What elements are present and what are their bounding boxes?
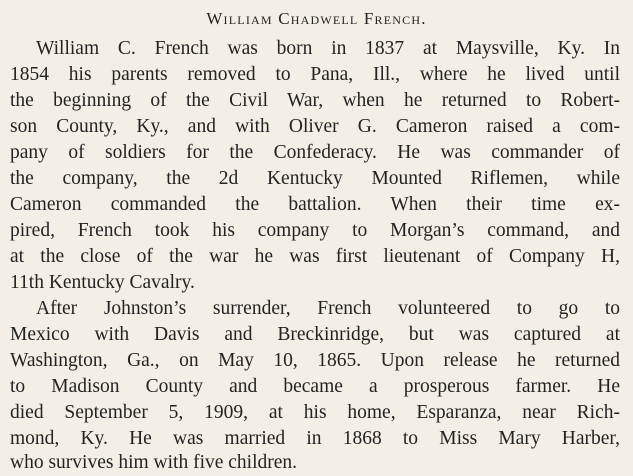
text-line: died September 5, 1909, at his home, Esparanza, near Rich- [10, 402, 620, 423]
text-line: the company, the 2d Kentucky Mounted Riflemen, while [10, 168, 620, 189]
text-line: Cameron commanded the battalion. When their time ex- [10, 194, 620, 215]
text-line: son County, Ky., and with Oliver G. Cameron raised a com- [10, 116, 620, 137]
text-line: at the close of the war he was first lieutenant of Company H, [10, 246, 620, 267]
text-line: who survives him with five children. [10, 452, 298, 473]
text-line: Washington, Ga., on May 10, 1865. Upon release he returned [10, 350, 620, 371]
text-line: Mexico with Davis and Breckinridge, but was captured at [10, 324, 620, 345]
text-line: pany of soldiers for the Confederacy. He was commander of [10, 142, 620, 163]
text-line: After Johnston’s surrender, French volunteered to go to [36, 298, 620, 319]
text-line: mond, Ky. He was married in 1868 to Miss Mary Harber, [10, 428, 620, 449]
text-line: 11th Kentucky Cavalry. [10, 272, 195, 293]
text-line: the beginning of the Civil War, when he returned to Robert- [10, 90, 620, 111]
text-line: to Madison County and became a prosperous farmer. He [10, 376, 620, 397]
page-title: William Chadwell French. [206, 9, 427, 28]
text-line: William C. French was born in 1837 at Maysville, Ky. In [36, 38, 620, 59]
text-line: 1854 his parents removed to Pana, Ill., where he lived until [10, 64, 620, 85]
text-line: pired, French took his company to Morgan’s command, and [10, 220, 620, 241]
